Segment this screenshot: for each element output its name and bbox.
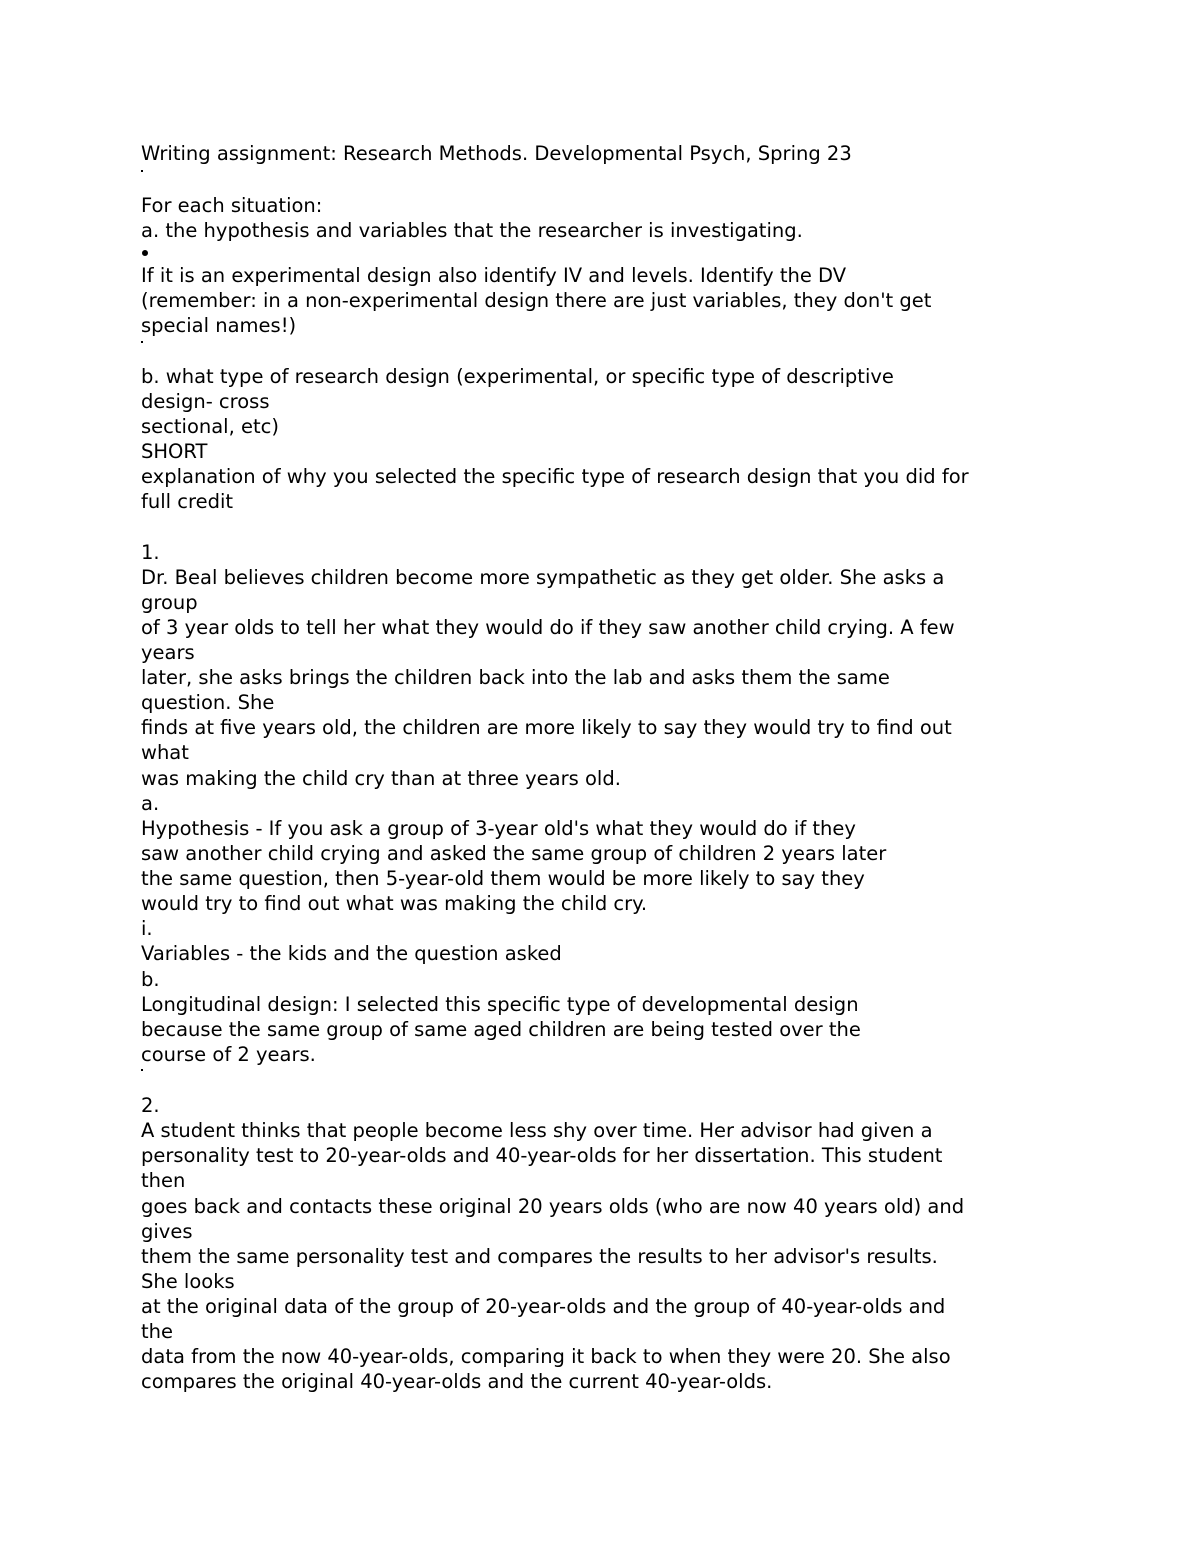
instruction-iv-line: (remember: in a non-experimental design there are just variables, they don't get [141, 289, 932, 312]
instruction-b-line: sectional, etc) [141, 415, 279, 438]
answer-i-label: i. [141, 917, 153, 940]
question-2-number: 2. [141, 1094, 160, 1117]
question-1-line: later, she asks brings the children back into the lab and asks them the same [141, 666, 890, 689]
instruction-b-line: design- cross [141, 390, 270, 413]
question-1-line: years [141, 641, 195, 664]
question-2-line: She looks [141, 1270, 235, 1293]
question-2-line: personality test to 20-year-olds and 40-year-olds for her dissertation. This student [141, 1144, 943, 1167]
question-1-line: Dr. Beal believes children become more sympathetic as they get older. She asks a [141, 566, 945, 589]
question-2-line: data from the now 40-year-olds, comparing it back to when they were 20. She also [141, 1345, 951, 1368]
question-1-line: of 3 year olds to tell her what they would do if they saw another child crying. A few [141, 616, 955, 639]
question-2-line: them the same personality test and compares the results to her advisor's results. [141, 1245, 938, 1268]
paragraph-mark [141, 341, 143, 343]
paragraph-mark [141, 1069, 143, 1071]
instruction-iv-line: If it is an experimental design also identify IV and levels. Identify the DV [141, 264, 847, 287]
instruction-a: a. the hypothesis and variables that the researcher is investigating. [141, 219, 803, 242]
question-2-line: compares the original 40-year-olds and the current 40-year-olds. [141, 1370, 773, 1393]
question-2-line: gives [141, 1220, 193, 1243]
instruction-b-line: full credit [141, 490, 234, 513]
variables-line: Variables - the kids and the question asked [141, 942, 562, 965]
design-line: course of 2 years. [141, 1043, 316, 1066]
instruction-b-line: b. what type of research design (experimental, or specific type of descriptive [141, 365, 894, 388]
hypothesis-line: Hypothesis - If you ask a group of 3-year old's what they would do if they [141, 817, 856, 840]
question-2-line: the [141, 1320, 174, 1343]
design-line: Longitudinal design: I selected this specific type of developmental design [141, 993, 859, 1016]
answer-b-label: b. [141, 968, 160, 991]
question-1-line: group [141, 591, 198, 614]
question-2-line: then [141, 1169, 186, 1192]
hypothesis-line: saw another child crying and asked the same group of children 2 years later [141, 842, 887, 865]
hypothesis-line: would try to find out what was making the child cry. [141, 892, 648, 915]
document-title: Writing assignment: Research Methods. Developmental Psych, Spring 23 [141, 142, 852, 165]
question-2-line: at the original data of the group of 20-year-olds and the group of 40-year-olds and [141, 1295, 946, 1318]
question-1-line: what [141, 741, 189, 764]
question-1-number: 1. [141, 541, 160, 564]
question-1-line: was making the child cry than at three years old. [141, 767, 621, 790]
paragraph-mark [141, 170, 143, 172]
instruction-b-line: explanation of why you selected the specific type of research design that you did for [141, 465, 969, 488]
bullet-icon [142, 250, 148, 256]
question-2-line: goes back and contacts these original 20 years olds (who are now 40 years old) and [141, 1195, 965, 1218]
question-2-line: A student thinks that people become less shy over time. Her advisor had given a [141, 1119, 933, 1142]
instruction-iv-line: special names!) [141, 314, 297, 337]
answer-a-label: a. [141, 792, 160, 815]
question-1-line: finds at five years old, the children are more likely to say they would try to find out [141, 716, 952, 739]
instruction-b-line: SHORT [141, 440, 208, 463]
question-1-line: question. She [141, 691, 275, 714]
hypothesis-line: the same question, then 5-year-old them would be more likely to say they [141, 867, 865, 890]
design-line: because the same group of same aged children are being tested over the [141, 1018, 861, 1041]
instructions-intro: For each situation: [141, 194, 323, 217]
